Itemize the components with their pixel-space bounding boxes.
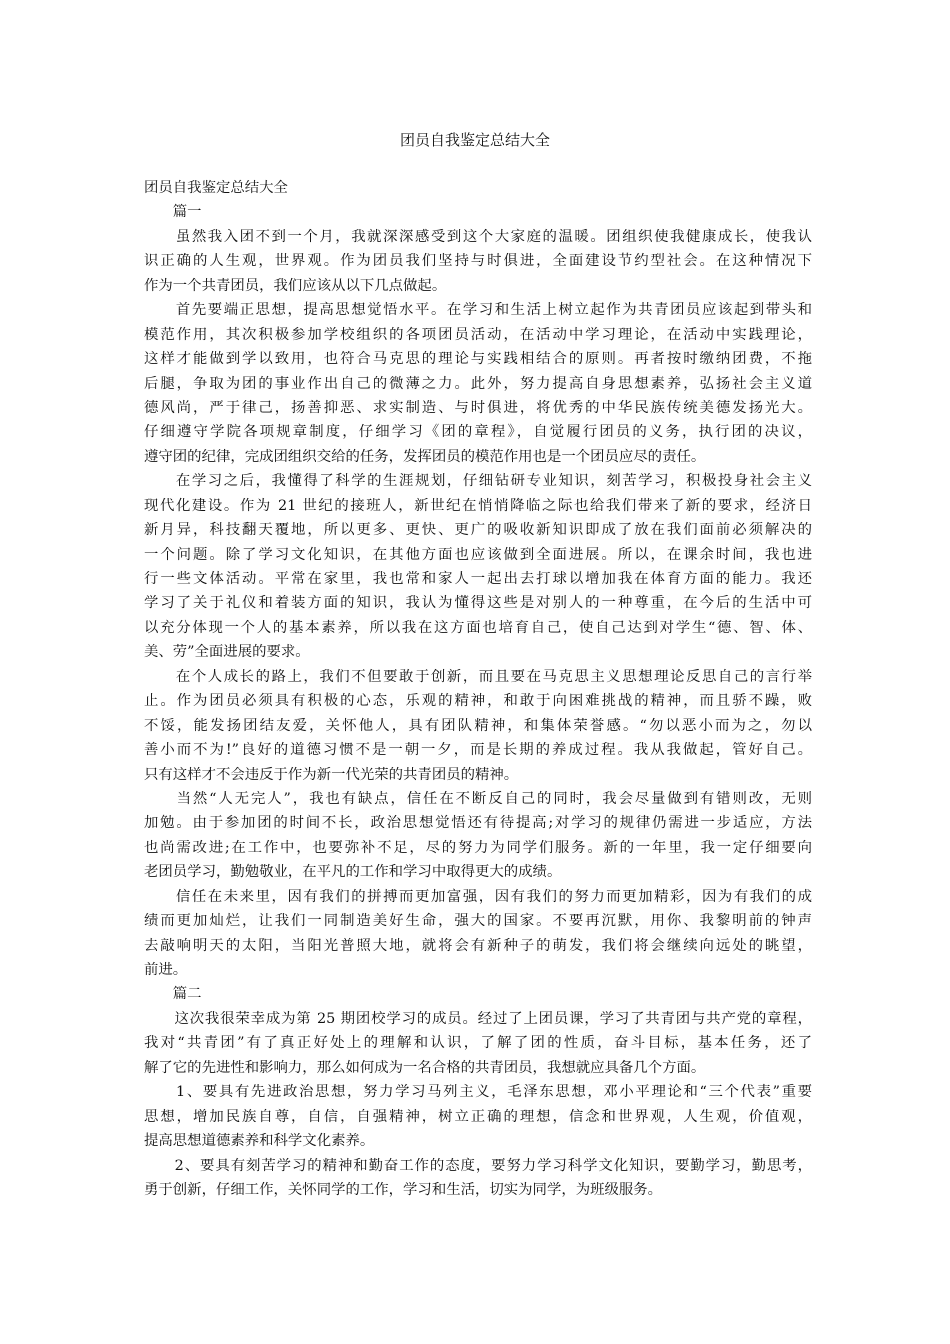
text-line: 首先要端正思想，提高思想觉悟水平。在学习和生活上树立起作为共青团员应该起到带头和 (144, 302, 812, 319)
text-line: 学习了关于礼仪和着装方面的知识，我认为懂得这些是对别人的一种尊重，在今后的生活中可 (144, 595, 812, 612)
text-line: 信任在未来里，因有我们的拼搏而更加富强，因有我们的努力而更加精彩，因为有我们的成 (144, 888, 812, 905)
text-line: 团员自我鉴定总结大全 (144, 180, 288, 196)
text-line: 提高思想道德素养和科学文化素养。 (144, 1133, 375, 1150)
text-line: 虽然我入团不到一个月，我就深深感受到这个大家庭的温暖。团组织使我健康成长，使我认 (144, 228, 812, 245)
text-line: 只有这样才不会违反于作为新一代光荣的共青团员的精神。 (144, 766, 519, 783)
text-line: 作为一个共青团员，我们应该从以下几点做起。 (144, 277, 447, 294)
text-line: 加勉。由于参加团的时间不长，政治思想觉悟还有待提高;对学习的规律仍需进一步适应，方法 (144, 815, 812, 832)
text-line: 后腿，争取为团的事业作出自己的微薄之力。此外，努力提高自身思想素养，弘扬社会主义道 (144, 375, 812, 392)
text-line: 2、要具有刻苦学习的精神和勤奋工作的态度，要努力学习科学文化知识，要勤学习，勤思考， (144, 1157, 812, 1174)
text-line: 德风尚，严于律己，扬善抑恶、求实制造、与时俱进，将优秀的中华民族传统美德发扬光大。 (144, 399, 812, 416)
text-line: 解了它的先进性和影响力，那么如何成为一名合格的共青团员，我想就应具备几个方面。 (144, 1059, 706, 1076)
text-line: 我对“共青团”有了真正好处上的理解和认识，了解了团的性质，奋斗目标，基本任务，还了 (144, 1035, 812, 1052)
text-line: 绩而更加灿烂，让我们一同制造美好生命，强大的国家。不要再沉默，用你、我黎明前的钟声 (144, 913, 812, 930)
text-line: 当然“人无完人”，我也有缺点，信任在不断反自己的同时，我会尽量做到有错则改，无则 (144, 790, 812, 807)
text-line: 善小而不为!”良好的道德习惯不是一朝一夕，而是长期的养成过程。我从我做起，管好自己。 (144, 742, 812, 759)
text-line: 一个问题。除了学习文化知识，在其他方面也应该做到全面进展。所以，在课余时间，我也进 (144, 546, 812, 563)
document-title: 团员自我鉴定总结大全 (399, 131, 550, 149)
text-line: 在个人成长的路上，我们不但要敢于创新，而且要在马克思主义思想理论反思自己的言行举 (144, 668, 812, 685)
text-line: 这样才能做到学以致用，也符合马克思的理论与实践相结合的原则。再者按时缴纳团费，不拖 (144, 351, 812, 368)
text-line: 行一些文体活动。平常在家里，我也常和家人一起出去打球以增加我在体育方面的能力。我还 (144, 571, 812, 587)
text-line: 1、要具有先进政治思想，努力学习马列主义，毛泽东思想，邓小平理论和“三个代表”重要 (144, 1084, 812, 1101)
text-line: 美、劳”全面进展的要求。 (144, 644, 310, 661)
text-line: 不馁，能发扬团结友爱，关怀他人，具有团队精神，和集体荣誉感。“勿以恶小而为之，勿以 (144, 717, 812, 734)
text-line: 仔细遵守学院各项规章制度，仔细学习《团的章程》，自觉履行团员的义务，执行团的决议， (144, 424, 812, 441)
text-line: 以充分体现一个人的基本素养，所以我在这方面也培育自己，使自己达到对学生“德、智、体、 (144, 619, 812, 636)
text-line: 遵守团的纪律，完成团组织交给的任务，发挥团员的模范作用也是一个团员应尽的责任。 (144, 448, 706, 465)
text-line: 现代化建设。作为 21 世纪的接班人，新世纪在悄悄降临之际也给我们带来了新的要求，经济日 (144, 497, 812, 514)
text-line: 篇二 (144, 986, 202, 1003)
text-line: 前进。 (144, 962, 188, 978)
text-line: 新月异，科技翻天覆地，所以更多、更快、更广的吸收新知识即成了放在我们面前必须解决的 (144, 522, 812, 539)
text-line: 模范作用，其次积极参加学校组织的各项团员活动，在活动中学习理论，在活动中实践理论， (144, 326, 812, 343)
text-line: 在学习之后，我懂得了科学的生涯规划，仔细钻研专业知识，刻苦学习，积极投身社会主义 (144, 473, 812, 490)
text-line: 思想，增加民族自尊，自信，自强精神，树立正确的理想，信念和世界观，人生观，价值观， (144, 1108, 812, 1125)
text-line: 去敲响明天的太阳，当阳光普照大地，就将会有新种子的萌发，我们将会继续向远处的眺望， (144, 937, 812, 954)
document-body (144, 176, 812, 1202)
text-line: 也尚需改进;在工作中，也要弥补不足，尽的努力为同学们服务。新的一年里，我一定仔细要向 (144, 839, 812, 856)
text-line: 老团员学习，勤勉敬业，在平凡的工作和学习中取得更大的成绩。 (144, 864, 562, 881)
text-line: 这次我很荣幸成为第 25 期团校学习的成员。经过了上团员课，学习了共青团与共产党的章程， (144, 1010, 812, 1027)
text-line: 勇于创新，仔细工作，关怀同学的工作，学习和生活，切实为同学，为班级服务。 (144, 1181, 663, 1198)
text-line: 止。作为团员必须具有积极的心态，乐观的精神，和敢于向困难挑战的精神，而且骄不躁，败 (144, 693, 812, 710)
text-line: 识正确的人生观，世界观。作为团员我们坚持与时俱进，全面建设节约型社会。在这种情况下 (144, 253, 812, 270)
text-line: 篇一 (144, 204, 202, 221)
